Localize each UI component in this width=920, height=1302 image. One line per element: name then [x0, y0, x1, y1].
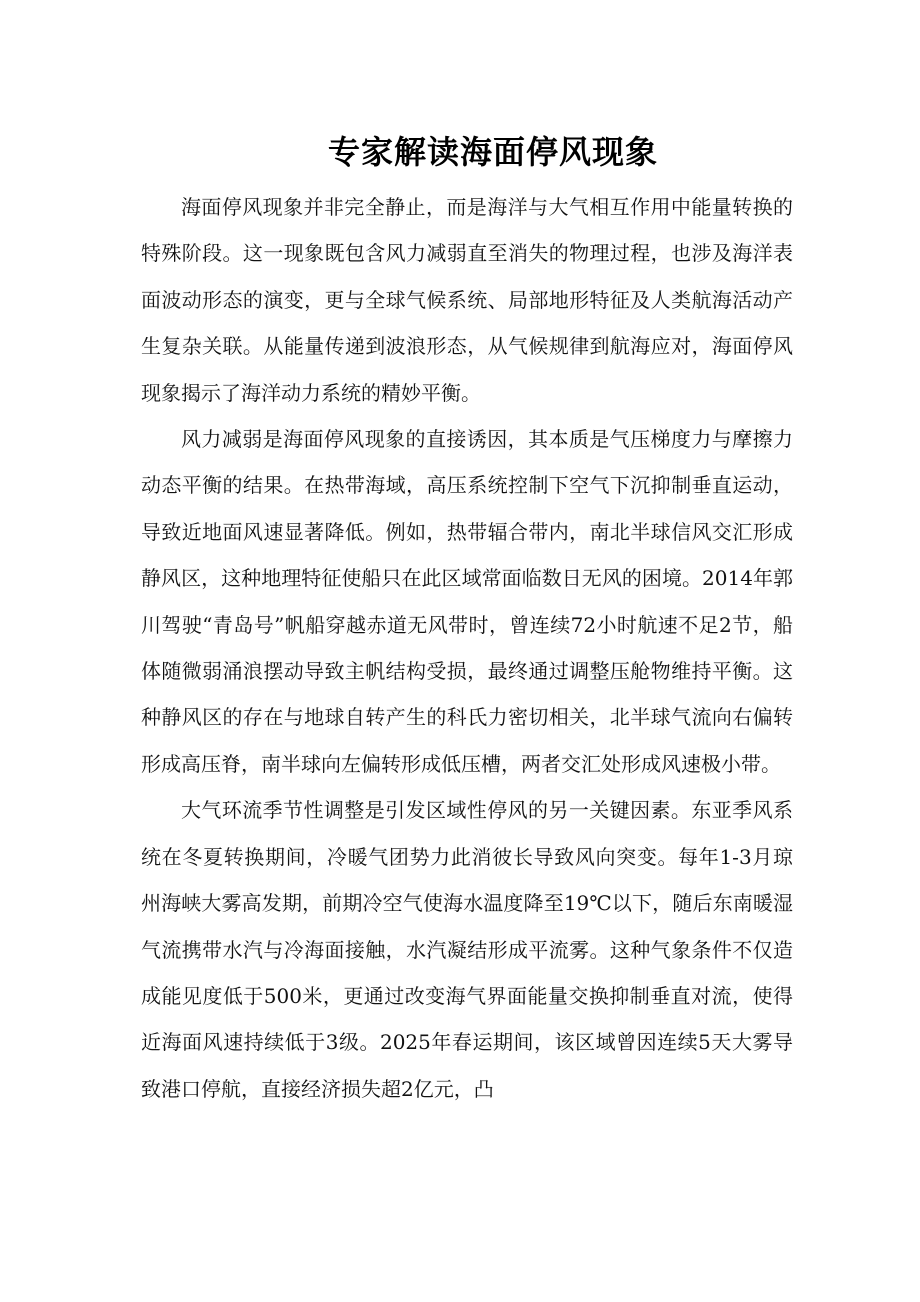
document-body — [141, 184, 793, 1112]
paragraph-wind-weakening: 风力减弱是海面停风现象的直接诱因，其本质是气压梯度力与摩擦力动态平衡的结果。在热带海域，高压系统控制下空气下沉抑制垂直运动，导致近地面风速显著降低。例如，热带辐合带内，南北半球信风交汇形成静风区，这种地理特征使船只在此区域常面临数日无风的困境。2014年郭川驾驶“青岛号”帆船穿越赤道无风带时，曾连续72小时航速不足2节，船体随微弱涌浪摆动导致主帆结构受损，最终通过调整压舱物维持平衡。这种静风区的存在与地球自转产生的科氏力密切相关，北半球气流向右偏转形成高压脊，南半球向左偏转形成低压槽，两者交汇处形成风速极小带。 — [141, 427, 793, 776]
paragraph-intro: 海面停风现象并非完全静止，而是海洋与大气相互作用中能量转换的特殊阶段。这一现象既包含风力减弱直至消失的物理过程，也涉及海洋表面波动形态的演变，更与全球气候系统、局部地形特征及人类航海活动产生复杂关联。从能量传递到波浪形态，从气候规律到航海应对，海面停风现象揭示了海洋动力系统的精妙平衡。 — [141, 195, 793, 405]
paragraph-seasonal-circulation: 大气环流季节性调整是引发区域性停风的另一关键因素。东亚季风系统在冬夏转换期间，冷暖气团势力此消彼长导致风向突变。每年1-3月琼州海峡大雾高发期，前期冷空气使海水温度降至19℃以下，随后东南暖湿气流携带水汽与冷海面接触，水汽凝结形成平流雾。这种气象条件不仅造成能见度低于500米，更通过改变海气界面能量交换抑制垂直对流，使得近海面风速持续低于3级。2025年春运期间，该区域曾因连续5天大雾导致港口停航，直接经济损失超2亿元，凸 — [141, 798, 793, 1101]
document-title: 专家解读海面停风现象 — [327, 133, 658, 171]
